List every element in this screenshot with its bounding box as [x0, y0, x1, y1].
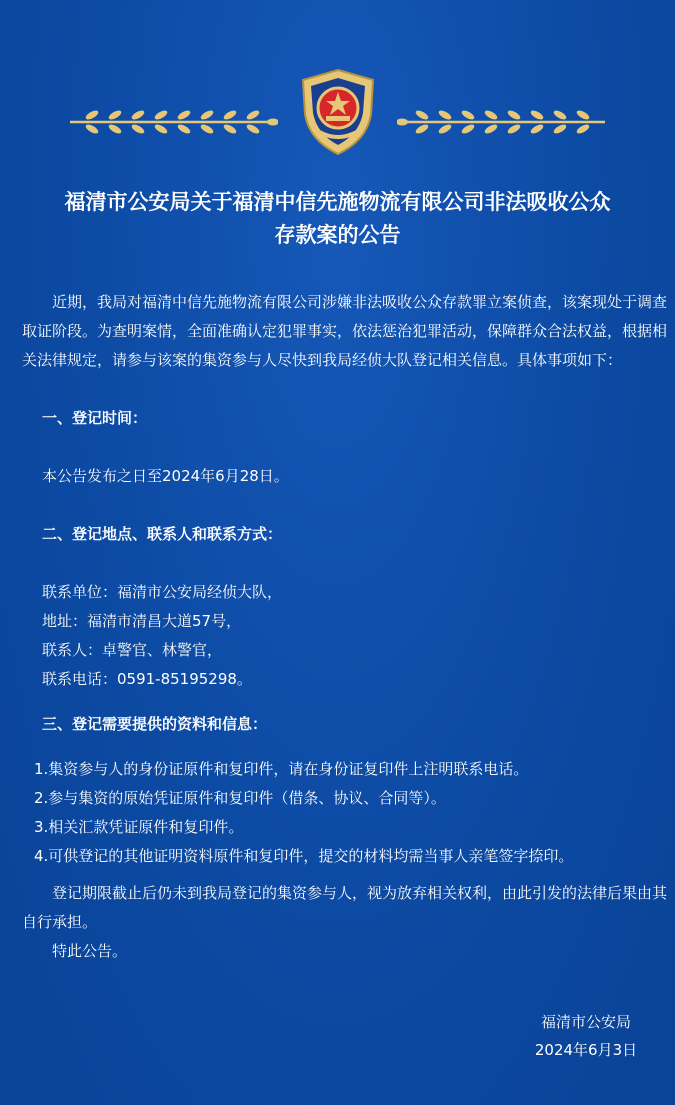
- notice-line: 特此公告。: [52, 942, 128, 960]
- left-wheat-wreath-icon: [70, 108, 278, 136]
- closing-paragraph: 登记期限截止后仍未到我局登记的集资参与人，视为放弃相关权利，由此引发的法律后果由其自行承担。: [22, 884, 668, 931]
- announcement-body: [22, 288, 667, 966]
- intro-paragraph: 近期，我局对福清中信先施物流有限公司涉嫌非法吸收公众存款罪立案侦查，该案现处于调查取证阶段。为查明案情，全面准确认定犯罪事实，依法惩治犯罪活动，保障群众合法权益，根据相关法律规定，请参与该案的集资参与人尽快到我局经侦大队登记相关信息。具体事项如下：: [22, 293, 668, 369]
- section-2-heading: 二、登记地点、联系人和联系方式：: [42, 525, 283, 543]
- title-line-2: 存款案的公告: [274, 223, 401, 247]
- signature-org: 福清市公安局: [540, 1013, 631, 1031]
- title-line-1: 福清市公安局关于福清中信先施物流有限公司非法吸收公众: [64, 190, 611, 214]
- registration-time-text: 本公告发布之日至2024年6月28日。: [42, 467, 289, 485]
- material-item-1: 1.集资参与人的身份证原件和复印件，请在身份证复印件上注明联系电话。: [34, 760, 529, 778]
- contact-persons: 联系人：卓警官、林警官，: [42, 641, 223, 659]
- section-3-heading: 三、登记需要提供的资料和信息：: [42, 715, 268, 733]
- signature-date: 2024年6月3日: [534, 1041, 638, 1059]
- material-item-2: 2.参与集资的原始凭证原件和复印件（借条、协议、合同等）。: [34, 789, 446, 807]
- material-item-3: 3.相关汇款凭证原件和复印件。: [34, 818, 244, 836]
- announcement-title: [0, 186, 675, 252]
- signature-block: [526, 1008, 646, 1064]
- contact-address: 地址：福清市清昌大道57号，: [42, 612, 242, 630]
- police-badge-icon: [293, 66, 383, 158]
- material-item-4: 4.可供登记的其他证明资料原件和复印件，提交的材料均需当事人亲笔签字捺印。: [34, 847, 574, 865]
- section-1-heading: 一、登记时间：: [42, 409, 148, 427]
- contact-unit: 联系单位：福清市公安局经侦大队，: [42, 583, 283, 601]
- contact-phone: 联系电话：0591-85195298。: [42, 670, 252, 688]
- right-wheat-wreath-icon: [397, 108, 605, 136]
- header-emblem-area: [0, 30, 675, 140]
